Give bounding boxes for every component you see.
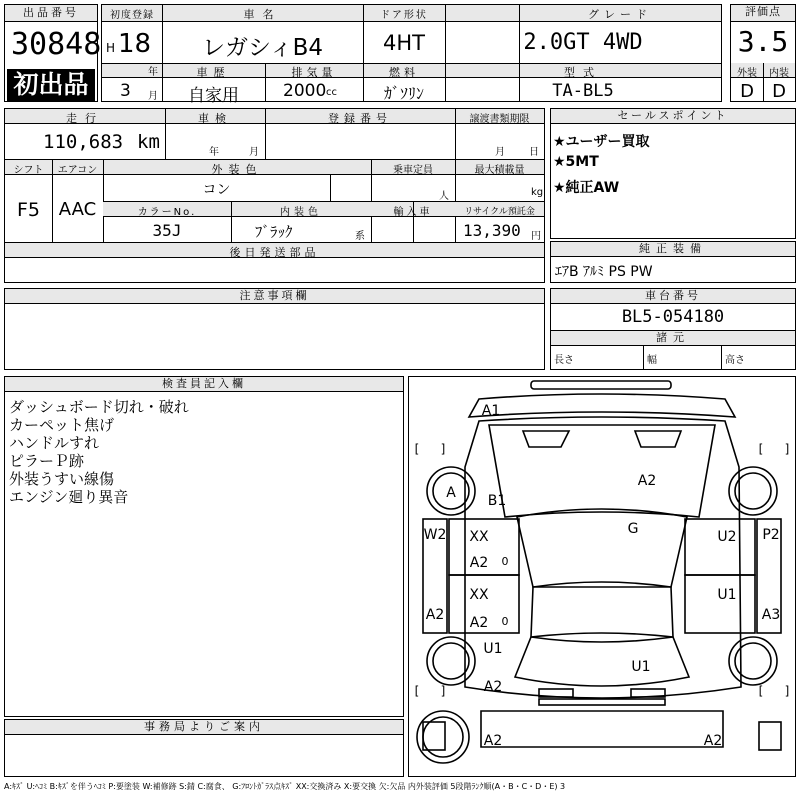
- first-reg-year: 18: [118, 29, 152, 59]
- office-label: 事務局よりご案内: [5, 720, 403, 735]
- load-unit: kg: [531, 187, 544, 198]
- transfer-month-unit: 月: [495, 147, 505, 158]
- mark-left-front-panel: W2: [423, 527, 447, 543]
- mark-hood-right: A2: [637, 473, 657, 489]
- mark-front-door-l1: XX: [469, 529, 489, 545]
- sales-points-box: [550, 108, 796, 239]
- recycle-label: リサイクル預託金: [464, 207, 535, 217]
- score: 3.5: [737, 25, 789, 58]
- ac-label: エアコン: [57, 165, 98, 176]
- notes-label: 注意事項欄: [5, 289, 544, 304]
- model-label: 型式: [564, 66, 602, 79]
- car-damage-diagram: [409, 377, 795, 776]
- ext-color: コン: [202, 182, 231, 198]
- chassis-number: BL5-054180: [621, 307, 725, 327]
- spec-width: 幅: [647, 355, 657, 366]
- recycle-unit: 円: [531, 231, 541, 242]
- car-name-label: 車名: [243, 8, 282, 21]
- ext-color-label: 外装色: [211, 163, 263, 176]
- int-color-suffix: 系: [355, 231, 365, 242]
- mark-right-front-door: U2: [717, 529, 737, 545]
- lot-number: 30848: [11, 27, 102, 62]
- spec-length: 長さ: [554, 355, 574, 366]
- exterior-grade: D: [740, 81, 754, 102]
- specs-label: 諸元: [551, 331, 795, 346]
- bracket-open: [: [414, 684, 420, 698]
- inspector-line: ダッシュボード切れ・破れ: [9, 398, 189, 416]
- mileage: 110,683: [43, 131, 124, 153]
- sales-point-item: ★5MT: [553, 154, 599, 170]
- shift-label: シフト: [13, 165, 44, 176]
- bracket-open: [: [758, 684, 764, 698]
- mark-trunk: U1: [631, 659, 651, 675]
- capacity-label: 乗車定員: [393, 165, 433, 176]
- fuel-label: 燃料: [389, 66, 419, 79]
- car-diagram-box: [408, 376, 796, 777]
- bracket-close: ]: [784, 442, 790, 456]
- lot-box: [4, 4, 102, 102]
- month-unit: 月: [148, 91, 158, 102]
- mark-rear-door-l2: A2: [469, 615, 489, 631]
- mark-rear-quarter-left: A2: [483, 679, 503, 695]
- bracket-open: [: [414, 442, 420, 456]
- mark-rear-door-l1: XX: [469, 587, 489, 603]
- lot-label: 出品番号: [5, 5, 97, 22]
- equipment-value: ｴｱB ｱﾙﾐ PS PW: [555, 264, 653, 280]
- interior-grade: D: [772, 81, 786, 102]
- mileage-unit: km: [137, 131, 160, 153]
- inspector-box: [4, 376, 404, 717]
- inspector-line: カーペット焦げ: [9, 416, 115, 434]
- score-label: 評価点: [731, 5, 795, 22]
- inspection-label: 車検: [198, 112, 232, 125]
- car-name: レガシィB4: [201, 35, 324, 61]
- shift: F5: [16, 199, 41, 221]
- mark-fender-left: B1: [487, 493, 507, 509]
- mark-right-rear-door: U1: [717, 587, 737, 603]
- inspection-month-unit: 月: [249, 147, 259, 158]
- inspector-line: エンジン廻り異音: [9, 488, 129, 506]
- mark-right-rear-panel: A3: [761, 607, 781, 623]
- door-type: 4HT: [383, 31, 425, 55]
- mark-rear-bumper-right: A2: [703, 733, 723, 749]
- mileage-label: 走行: [66, 112, 104, 125]
- later-parts-label: 後日発送部品: [229, 246, 320, 259]
- equipment-box: [550, 241, 796, 283]
- int-color-label: 内装色: [280, 207, 322, 218]
- int-color: ﾌﾞﾗｯｸ: [255, 223, 293, 241]
- mark-front-bumper: A1: [481, 403, 501, 419]
- history-label: 車歴: [196, 66, 231, 79]
- color-no-label: カラーNo.: [137, 207, 197, 218]
- equipment-label: 純正装備: [551, 242, 795, 257]
- import-label: 輸入車: [393, 207, 433, 218]
- mark-left-rear-panel: A2: [425, 607, 445, 623]
- ac: AAC: [58, 199, 97, 220]
- chassis-box: [550, 288, 796, 370]
- fuel: ｶﾞｿﾘﾝ: [383, 84, 424, 103]
- legend: A:ｷｽﾞ U:ﾍｺﾐ B:ｷｽﾞを伴うﾍｺﾐ P:要塗装 W:補修跡 S:錆 C:腐食、 G:ﾌﾛﾝﾄｶﾞﾗｽ点ｷｽﾞ XX:交換済み X:要交換 欠:欠品 内外装評価 5段階ﾗﾝｸ順(A・B・C・D・E) 3: [4, 782, 566, 791]
- bracket-close: ]: [440, 442, 446, 456]
- interior-label: 内装: [769, 68, 789, 79]
- model: TA-BL5: [552, 81, 614, 101]
- inspector-line: ハンドルすれ: [9, 434, 100, 452]
- history: 自家用: [188, 86, 239, 106]
- displacement-unit: cc: [326, 87, 337, 98]
- era: H: [106, 41, 116, 55]
- mark-roof: G: [627, 521, 639, 537]
- displacement-label: 排気量: [291, 66, 337, 79]
- grade: 2.0GT 4WD: [523, 30, 643, 55]
- sales-points-label: セールスポイント: [551, 109, 795, 124]
- bracket-close: ]: [784, 684, 790, 698]
- first-reg-label: 初度登録: [110, 10, 154, 21]
- notes-box: [4, 288, 545, 370]
- mark-rear-fender-left: U1: [483, 641, 503, 657]
- office-box: [4, 719, 404, 777]
- vehicle-info-box: [4, 108, 545, 283]
- first-reg-month: 3: [120, 81, 131, 101]
- inspector-line: ピラーＰ跡: [9, 452, 85, 470]
- registration-label: 登録番号: [328, 112, 392, 125]
- chassis-label: 車台番号: [551, 289, 795, 304]
- bracket-open: [: [758, 442, 764, 456]
- grade-label: グレード: [588, 8, 652, 21]
- bracket-close: ]: [440, 684, 446, 698]
- transfer-label: 譲渡書類期限: [469, 114, 530, 125]
- mark-rear-door-l3: 0: [501, 615, 509, 628]
- sales-point-item: ★ユーザー買取: [553, 134, 650, 150]
- inspector-label: 検査員記入欄: [5, 377, 403, 392]
- recycle-fee: 13,390: [463, 221, 521, 240]
- sales-point-item: ★純正AW: [553, 180, 620, 196]
- mark-front-left-tire: A: [446, 485, 456, 501]
- score-box: [730, 4, 796, 102]
- mark-front-door-l3: 0: [501, 555, 509, 568]
- mark-front-door-l2: A2: [469, 555, 489, 571]
- mark-right-front-panel: P2: [762, 527, 780, 543]
- year-unit: 年: [148, 67, 158, 78]
- capacity-unit: 人: [439, 191, 449, 202]
- main-info-box: [101, 4, 722, 106]
- inspection-year-unit: 年: [209, 147, 219, 158]
- spec-height: 高さ: [725, 355, 745, 366]
- door-label: ドア形状: [380, 10, 428, 21]
- first-listing-badge: 初出品: [7, 69, 95, 101]
- transfer-day-unit: 日: [529, 147, 539, 158]
- load-label: 最大積載量: [474, 165, 525, 176]
- color-no: 35J: [152, 221, 182, 240]
- exterior-label: 外装: [737, 68, 757, 79]
- displacement: 2000: [283, 81, 327, 101]
- inspector-line: 外装うすい線傷: [9, 470, 115, 488]
- mark-rear-bumper-left: A2: [483, 733, 503, 749]
